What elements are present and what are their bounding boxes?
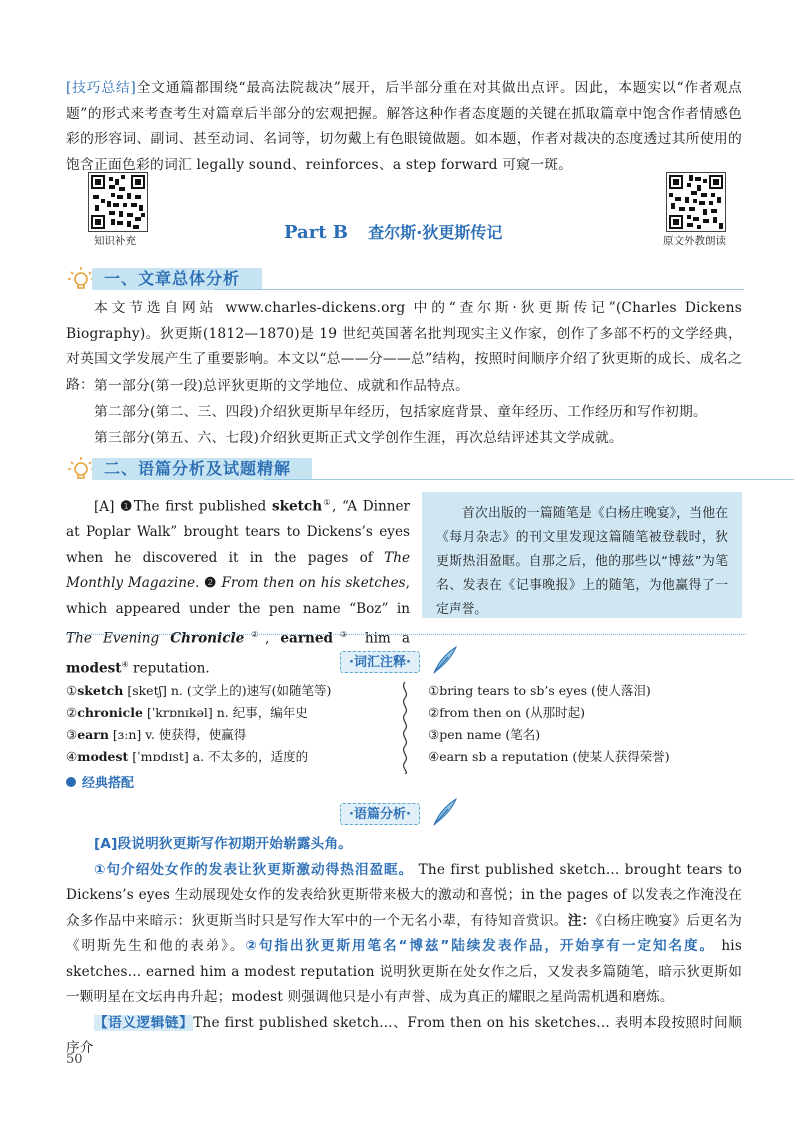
collocation-item: ②from then on (从那时起) (428, 705, 585, 720)
collocation-label-text: 经典搭配 (82, 776, 135, 791)
page-number: 50 (66, 1052, 83, 1067)
section-title: 一、文章总体分析 (104, 269, 241, 288)
newspaper-title: The Evening (66, 630, 160, 647)
analysis-text-1: The first published sketch... brought tears to Dickens’s eyes 生动展现处女作的发表给狄更斯带来极大的激动和喜悦；in the pages of 以发表之作淹没在众多作品中来暗示：狄更斯当时只是写作大军中的一个无名小辈，有待知音赏识。 (66, 861, 742, 929)
logic-chain (66, 1011, 742, 1062)
vocab-word: sketch (77, 683, 124, 698)
vocab-word-earned: earned (280, 630, 334, 647)
qr-caption-knowledge: 知识补充 (94, 235, 136, 247)
vocab-word-sketch: sketch (271, 498, 323, 515)
qr-code-knowledge[interactable] (88, 172, 148, 232)
vocab-pron: [ˈmɒdɪst] (128, 749, 193, 764)
passage-tag: [A] (94, 498, 115, 515)
analysis-chip: ·语篇分析· (340, 803, 420, 825)
collocation-item: ①bring tears to sb’s eyes (使人落泪) (428, 683, 651, 698)
note-label: 注： (567, 912, 596, 929)
chain-divider-icon (398, 682, 412, 774)
bullet-dot-icon (66, 777, 76, 787)
part-subtitle: 查尔斯·狄更斯传记 (368, 223, 503, 242)
collocation-label (66, 772, 134, 791)
footnote-mark: ③ (333, 630, 354, 640)
vocab-pron: [sketʃ] (123, 683, 171, 698)
vocab-num: ② (66, 705, 78, 720)
logic-chain-label: 【语义逻辑链】 (94, 1014, 194, 1031)
analysis-heading-2: ②句指出狄更斯用笔名“博兹”陆续发表作品，开始享有一定知名度。 (245, 938, 716, 954)
vocab-item (66, 680, 396, 702)
overview-paragraph: 本文节选自网站 www.charles-dickens.org 中的“查尔斯·狄更斯传记”(Charles Dickens Biography)。狄更斯(1812—1870)是 19 世纪英国著名批判现实主义作家，创作了多部不朽的文学经典，对英国文学发展产生了重要影响。本文以“总——分——总”结构，按照时间顺序介绍了狄更斯的成长、成名之路： (66, 300, 742, 393)
vocab-list (66, 680, 396, 768)
sentence-2-italic: From then on his sketches (221, 575, 406, 592)
collocation-list (428, 680, 748, 768)
analysis-heading-1: ①句介绍处女作的发表让狄更斯激动得热泪盈眶。 (94, 861, 414, 878)
vocab-word: earn (77, 727, 109, 742)
footnote-mark: ④ (121, 660, 129, 670)
part-label: Part B (284, 222, 348, 243)
quill-icon (430, 797, 458, 827)
sentence-number-2: ❷ (204, 575, 217, 592)
analysis-section (66, 832, 742, 1062)
tip-label: [技巧总结] (66, 80, 136, 96)
qr-caption-reading: 原文外教朗读 (663, 235, 726, 247)
vocab-num: ③ (66, 727, 78, 742)
collocation-item: ④earn sb a reputation (使某人获得荣誉) (428, 749, 670, 764)
tip-paragraph (66, 76, 742, 178)
qr-code-icon (667, 173, 725, 231)
tip-text: 全文通篇都围绕“最高法院裁决”展开，后半部分重在对其做出点评。因此，本题实以“作者观点题”的形式来考查考生对篇章后半部分的宏观把握。解答这种作者态度题的关键在抓取篇章中饱含作者情感色彩的形容词、副词、甚至动词、名词等，切勿戴上有色眼镜做题。如本题，作者对裁决的态度透过其所使用的饱含正面色彩的词汇 legally sound、reinforces、a step forward 可窥一斑。 (66, 80, 743, 173)
vocab-item (66, 746, 396, 768)
vocab-item (66, 724, 396, 746)
note-text: 《白杨庄晚宴》后更名为《明斯先生和他的表弟》。 (66, 912, 742, 954)
vocab-item (66, 702, 396, 724)
sentence-number-1: ❶ (120, 498, 134, 515)
quill-icon (430, 645, 458, 675)
vocab-def: n. (文学上的)速写(如随笔等) (170, 683, 332, 698)
sentence-1-text: The first published (133, 498, 272, 515)
section-title: 二、语篇分析及试题精解 (104, 459, 292, 478)
logic-chain-text: The first published sketch...、From then on his sketches... 表明本段按照时间顺序介 (66, 1014, 742, 1056)
footnote-mark: ② (244, 630, 265, 640)
sentence-2-text: , which appeared under the pen name “Boz” in (66, 575, 410, 617)
vocab-pron: [ˈkrɒnɪkəl] (143, 705, 217, 720)
vocab-num: ④ (66, 749, 78, 764)
vocab-word-chronicle: Chronicle (170, 630, 245, 647)
vocab-word: modest (77, 749, 129, 764)
divider (66, 634, 746, 635)
sentence-2-text: him a (353, 630, 410, 647)
part-title (284, 220, 502, 243)
section-heading-analysis (64, 454, 744, 484)
section-heading-overall (64, 264, 744, 294)
vocab-num: ① (66, 683, 78, 698)
vocab-def: v. 使获得，使赢得 (145, 727, 247, 742)
vocab-def: a. 不太多的，适度的 (192, 749, 309, 764)
overview-part1: 第一部分(第一段)总评狄更斯的文学地位、成就和作品特点。 (94, 378, 470, 394)
analysis-text-2: his sketches... earned him a modest reputation 说明狄更斯在处女作之后，又发表多篇随笔，暗示狄更斯如一颗明星在文坛冉冉升起；modest 则强调他只是小有声誉、成为真正的耀眼之星尚需机遇和磨炼。 (66, 938, 742, 1005)
vocab-word-modest: modest (66, 660, 122, 677)
overview-part3: 第三部分(第五、六、七段)介绍狄更斯正式文学创作生涯，再次总结评述其文学成就。 (94, 430, 624, 446)
analysis-intro: [A]段说明狄更斯写作初期开始崭露头角。 (94, 836, 353, 852)
sentence-2-text: reputation. (128, 660, 210, 677)
sentence-1-text: . (195, 575, 200, 592)
collocation-item: ③pen name (笔名) (428, 727, 541, 742)
vocab-def: n. 纪事，编年史 (216, 705, 308, 720)
qr-code-icon (89, 173, 147, 231)
magazine-title: The Monthly Magazine (66, 549, 410, 592)
analysis-sentence-1 (66, 858, 742, 1011)
sentence-1-text: , “A Dinner at Poplar Walk” brought tears to Dickens’s eyes when he discovered it in the pages of (66, 498, 411, 566)
footnote-mark: ① (322, 498, 333, 507)
qr-code-reading[interactable] (666, 172, 726, 232)
vocab-chip: ·词汇注释· (340, 651, 420, 673)
vocab-pron: [ɜːn] (108, 727, 146, 742)
overview-part2: 第二部分(第二、三、四段)介绍狄更斯早年经历，包括家庭背景、童年经历、工作经历和写作初期。 (94, 404, 708, 420)
sentence-2-text: , (265, 630, 281, 647)
vocab-word: chronicle (77, 705, 143, 720)
translation-box: 首次出版的一篇随笔是《白杨庄晚宴》，当他在《每月杂志》的刊文里发现这篇随笔被登载时，狄更斯热泪盈眶。自那之后，他的那些以“博兹”为笔名、发表在《记事晚报》上的随笔，为他赢得了一定声誉。 (422, 492, 742, 618)
